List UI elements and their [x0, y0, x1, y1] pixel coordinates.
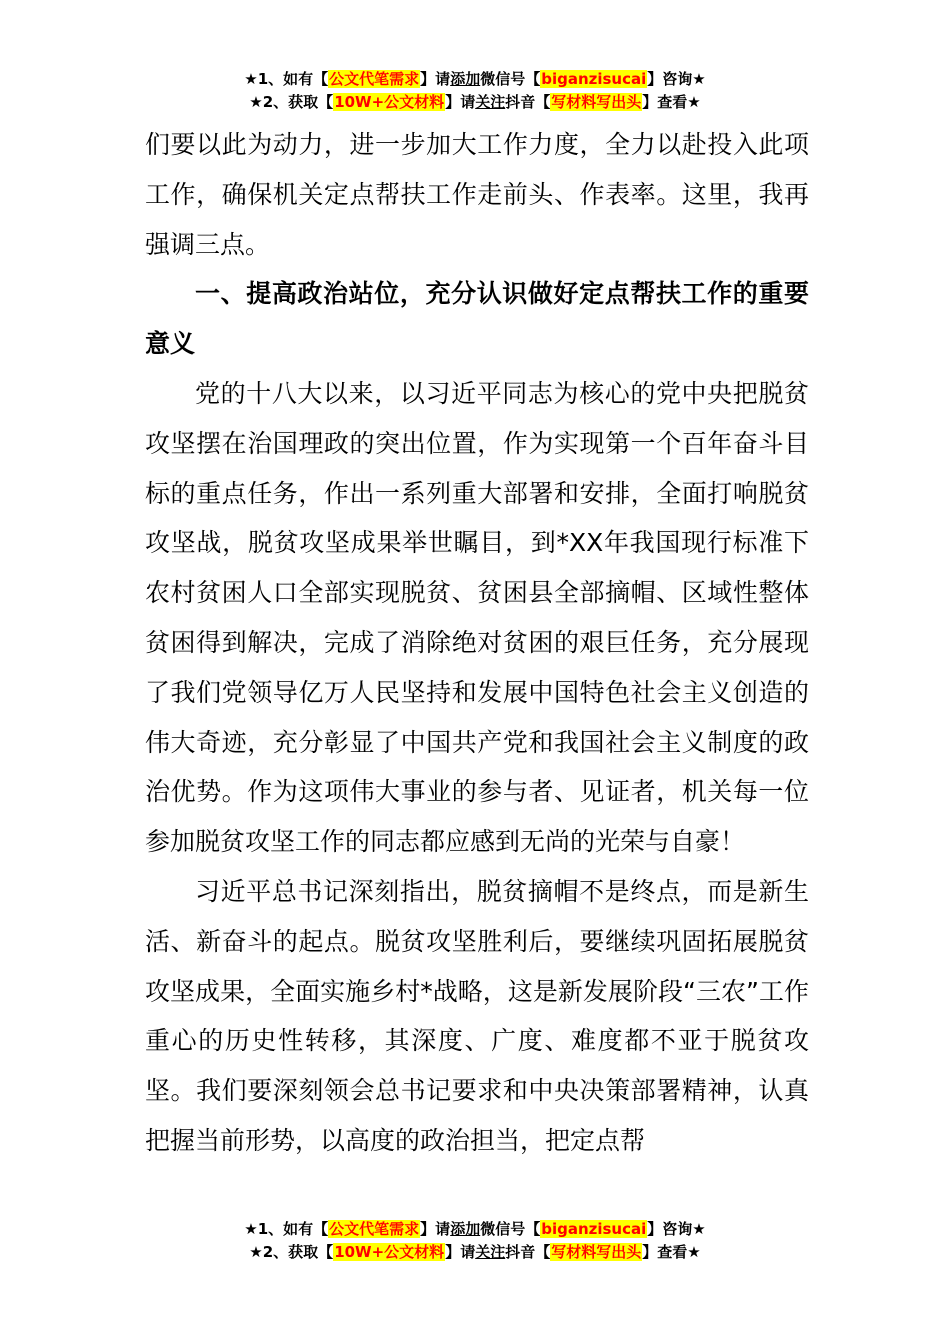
- highlight-douyin-account: 写材料写出头: [551, 1243, 642, 1261]
- banner-line-1: ★1、如有【公文代笔需求】请添加微信号【biganzisucai】咨询★: [244, 70, 706, 88]
- banner-line-1: ★1、如有【公文代笔需求】请添加微信号【biganzisucai】咨询★: [244, 1220, 706, 1238]
- highlight-wechat-id: biganzisucai: [541, 70, 647, 88]
- footer-banner: [0, 1218, 950, 1264]
- document-body: [145, 120, 809, 1166]
- highlight-service: 公文代笔需求: [329, 70, 420, 88]
- banner-line-2: ★2、获取【10W+公文材料】请关注抖音【写材料写出头】查看★: [249, 1243, 701, 1261]
- highlight-service: 公文代笔需求: [329, 1220, 420, 1238]
- paragraph-continued: 们要以此为动力，进一步加大工作力度，全力以赴投入此项工作，确保机关定点帮扶工作走前头、作表率。这里，我再强调三点。: [145, 130, 809, 259]
- highlight-materials: 10W+公文材料: [334, 93, 445, 111]
- paragraph-2: 习近平总书记深刻指出，脱贫摘帽不是终点，而是新生活、新奋斗的起点。脱贫攻坚胜利后，要继续巩固拓展脱贫攻坚成果，全面实施乡村*战略，这是新发展阶段“三农”工作重心的历史性转移，其深度、广度、难度都不亚于脱贫攻坚。我们要深刻领会总书记要求和中央决策部署精神，认真把握当前形势，以高度的政治担当，把定点帮: [145, 876, 809, 1155]
- highlight-wechat-id: biganzisucai: [541, 1220, 647, 1238]
- banner-line-2: ★2、获取【10W+公文材料】请关注抖音【写材料写出头】查看★: [249, 93, 701, 111]
- highlight-douyin-account: 写材料写出头: [551, 93, 642, 111]
- paragraph-1: 党的十八大以来，以习近平同志为核心的党中央把脱贫攻坚摆在治国理政的突出位置，作为实现第一个百年奋斗目标的重点任务，作出一系列重大部署和安排，全面打响脱贫攻坚战，脱贫攻坚成果举世瞩目，到*XX年我国现行标准下农村贫困人口全部实现脱贫、贫困县全部摘帽、区域性整体贫困得到解决，完成了消除绝对贫困的艰巨任务，充分展现了我们党领导亿万人民坚持和发展中国特色社会主义创造的伟大奇迹，充分彰显了中国共产党和我国社会主义制度的政治优势。作为这项伟大事业的参与者、见证者，机关每一位参加脱贫攻坚工作的同志都应感到无尚的光荣与自豪！: [145, 378, 809, 857]
- highlight-materials: 10W+公文材料: [334, 1243, 445, 1261]
- header-banner: [0, 68, 950, 114]
- section-heading: 一、提高政治站位，充分认识做好定点帮扶工作的重要意义: [145, 279, 809, 359]
